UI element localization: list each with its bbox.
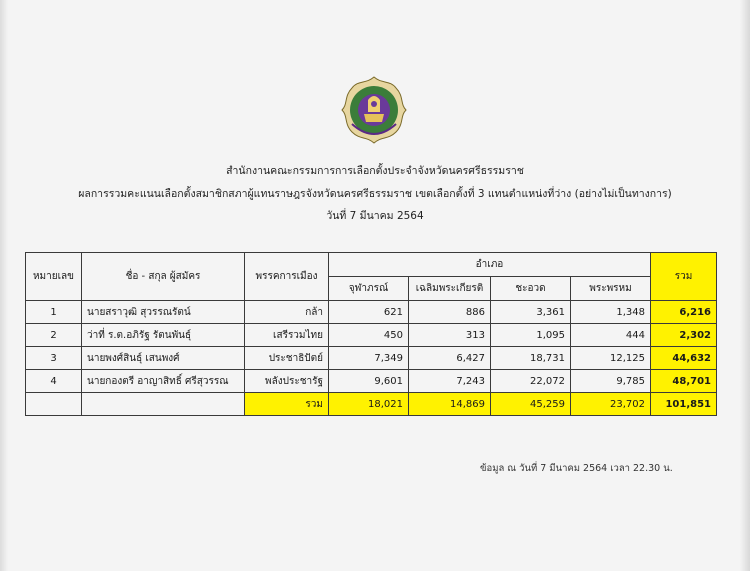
cell-value: 7,349: [329, 347, 409, 370]
sum-value: 23,702: [571, 393, 651, 416]
cell-name: นายพงศ์สินธุ์ เสนพงศ์: [82, 347, 245, 370]
cell-value: 886: [409, 301, 491, 324]
cell-value: 313: [409, 324, 491, 347]
cell-party: กล้า: [245, 301, 329, 324]
office-title: สำนักงานคณะกรรมการการเลือกตั้งประจำจังหวัดนครศรีธรรมราช: [226, 165, 524, 177]
cell-value: 9,601: [329, 370, 409, 393]
sum-empty-cell: [82, 393, 245, 416]
table-row: [26, 301, 717, 324]
cell-value: 7,243: [409, 370, 491, 393]
table-row: [26, 324, 717, 347]
sum-empty-cell: [26, 393, 82, 416]
cell-number: 2: [26, 324, 82, 347]
data-timestamp-note: ข้อมูล ณ วันที่ 7 มีนาคม 2564 เวลา 22.30 น.: [480, 463, 673, 474]
header-party: พรรคการเมือง: [245, 253, 329, 301]
cell-value: 22,072: [491, 370, 571, 393]
document-date: วันที่ 7 มีนาคม 2564: [326, 210, 424, 222]
cell-number: 4: [26, 370, 82, 393]
cell-party: ประชาธิปัตย์: [245, 347, 329, 370]
cell-name: ว่าที่ ร.ต.อภิรัฐ รัตนพันธุ์: [82, 324, 245, 347]
header-district-1: จุฬาภรณ์: [329, 277, 409, 301]
cell-value: 450: [329, 324, 409, 347]
sum-value: 45,259: [491, 393, 571, 416]
sum-value: 14,869: [409, 393, 491, 416]
sum-label: รวม: [245, 393, 329, 416]
cell-value: 18,731: [491, 347, 571, 370]
cell-total: 2,302: [651, 324, 717, 347]
results-table: [25, 252, 717, 416]
page-edge-right: [740, 0, 750, 571]
cell-total: 44,632: [651, 347, 717, 370]
cell-value: 6,427: [409, 347, 491, 370]
cell-party: พลังประชารัฐ: [245, 370, 329, 393]
cell-name: นายกองตรี อาญาสิทธิ์ ศรีสุวรรณ: [82, 370, 245, 393]
header-name: ชื่อ - สกุล ผู้สมัคร: [82, 253, 245, 301]
header-district-group: อำเภอ: [329, 253, 651, 277]
cell-total: 6,216: [651, 301, 717, 324]
cell-value: 9,785: [571, 370, 651, 393]
sum-total: 101,851: [651, 393, 717, 416]
cell-value: 12,125: [571, 347, 651, 370]
header-number: หมายเลข: [26, 253, 82, 301]
table-row: [26, 347, 717, 370]
cell-value: 621: [329, 301, 409, 324]
document-title: ผลการรวมคะแนนเลือกตั้งสมาชิกสภาผู้แทนราษฎรจังหวัดนครศรีธรรมราช เขตเลือกตั้งที่ 3 แทนตำแหน่งที่ว่าง (อย่างไม่เป็นทางการ): [78, 188, 672, 200]
header-district-3: ชะอวด: [491, 277, 571, 301]
cell-value: 444: [571, 324, 651, 347]
cell-value: 1,095: [491, 324, 571, 347]
cell-number: 1: [26, 301, 82, 324]
cell-party: เสรีรวมไทย: [245, 324, 329, 347]
header-total: รวม: [651, 253, 717, 301]
cell-value: 1,348: [571, 301, 651, 324]
header-district-4: พระพรหม: [571, 277, 651, 301]
page-edge-left: [0, 0, 8, 571]
table-row: [26, 370, 717, 393]
election-commission-emblem-icon: [338, 74, 410, 146]
sum-value: 18,021: [329, 393, 409, 416]
cell-number: 3: [26, 347, 82, 370]
cell-name: นายสราวุฒิ สุวรรณรัตน์: [82, 301, 245, 324]
cell-value: 3,361: [491, 301, 571, 324]
cell-total: 48,701: [651, 370, 717, 393]
header-district-2: เฉลิมพระเกียรติ: [409, 277, 491, 301]
sum-row: [26, 393, 717, 416]
